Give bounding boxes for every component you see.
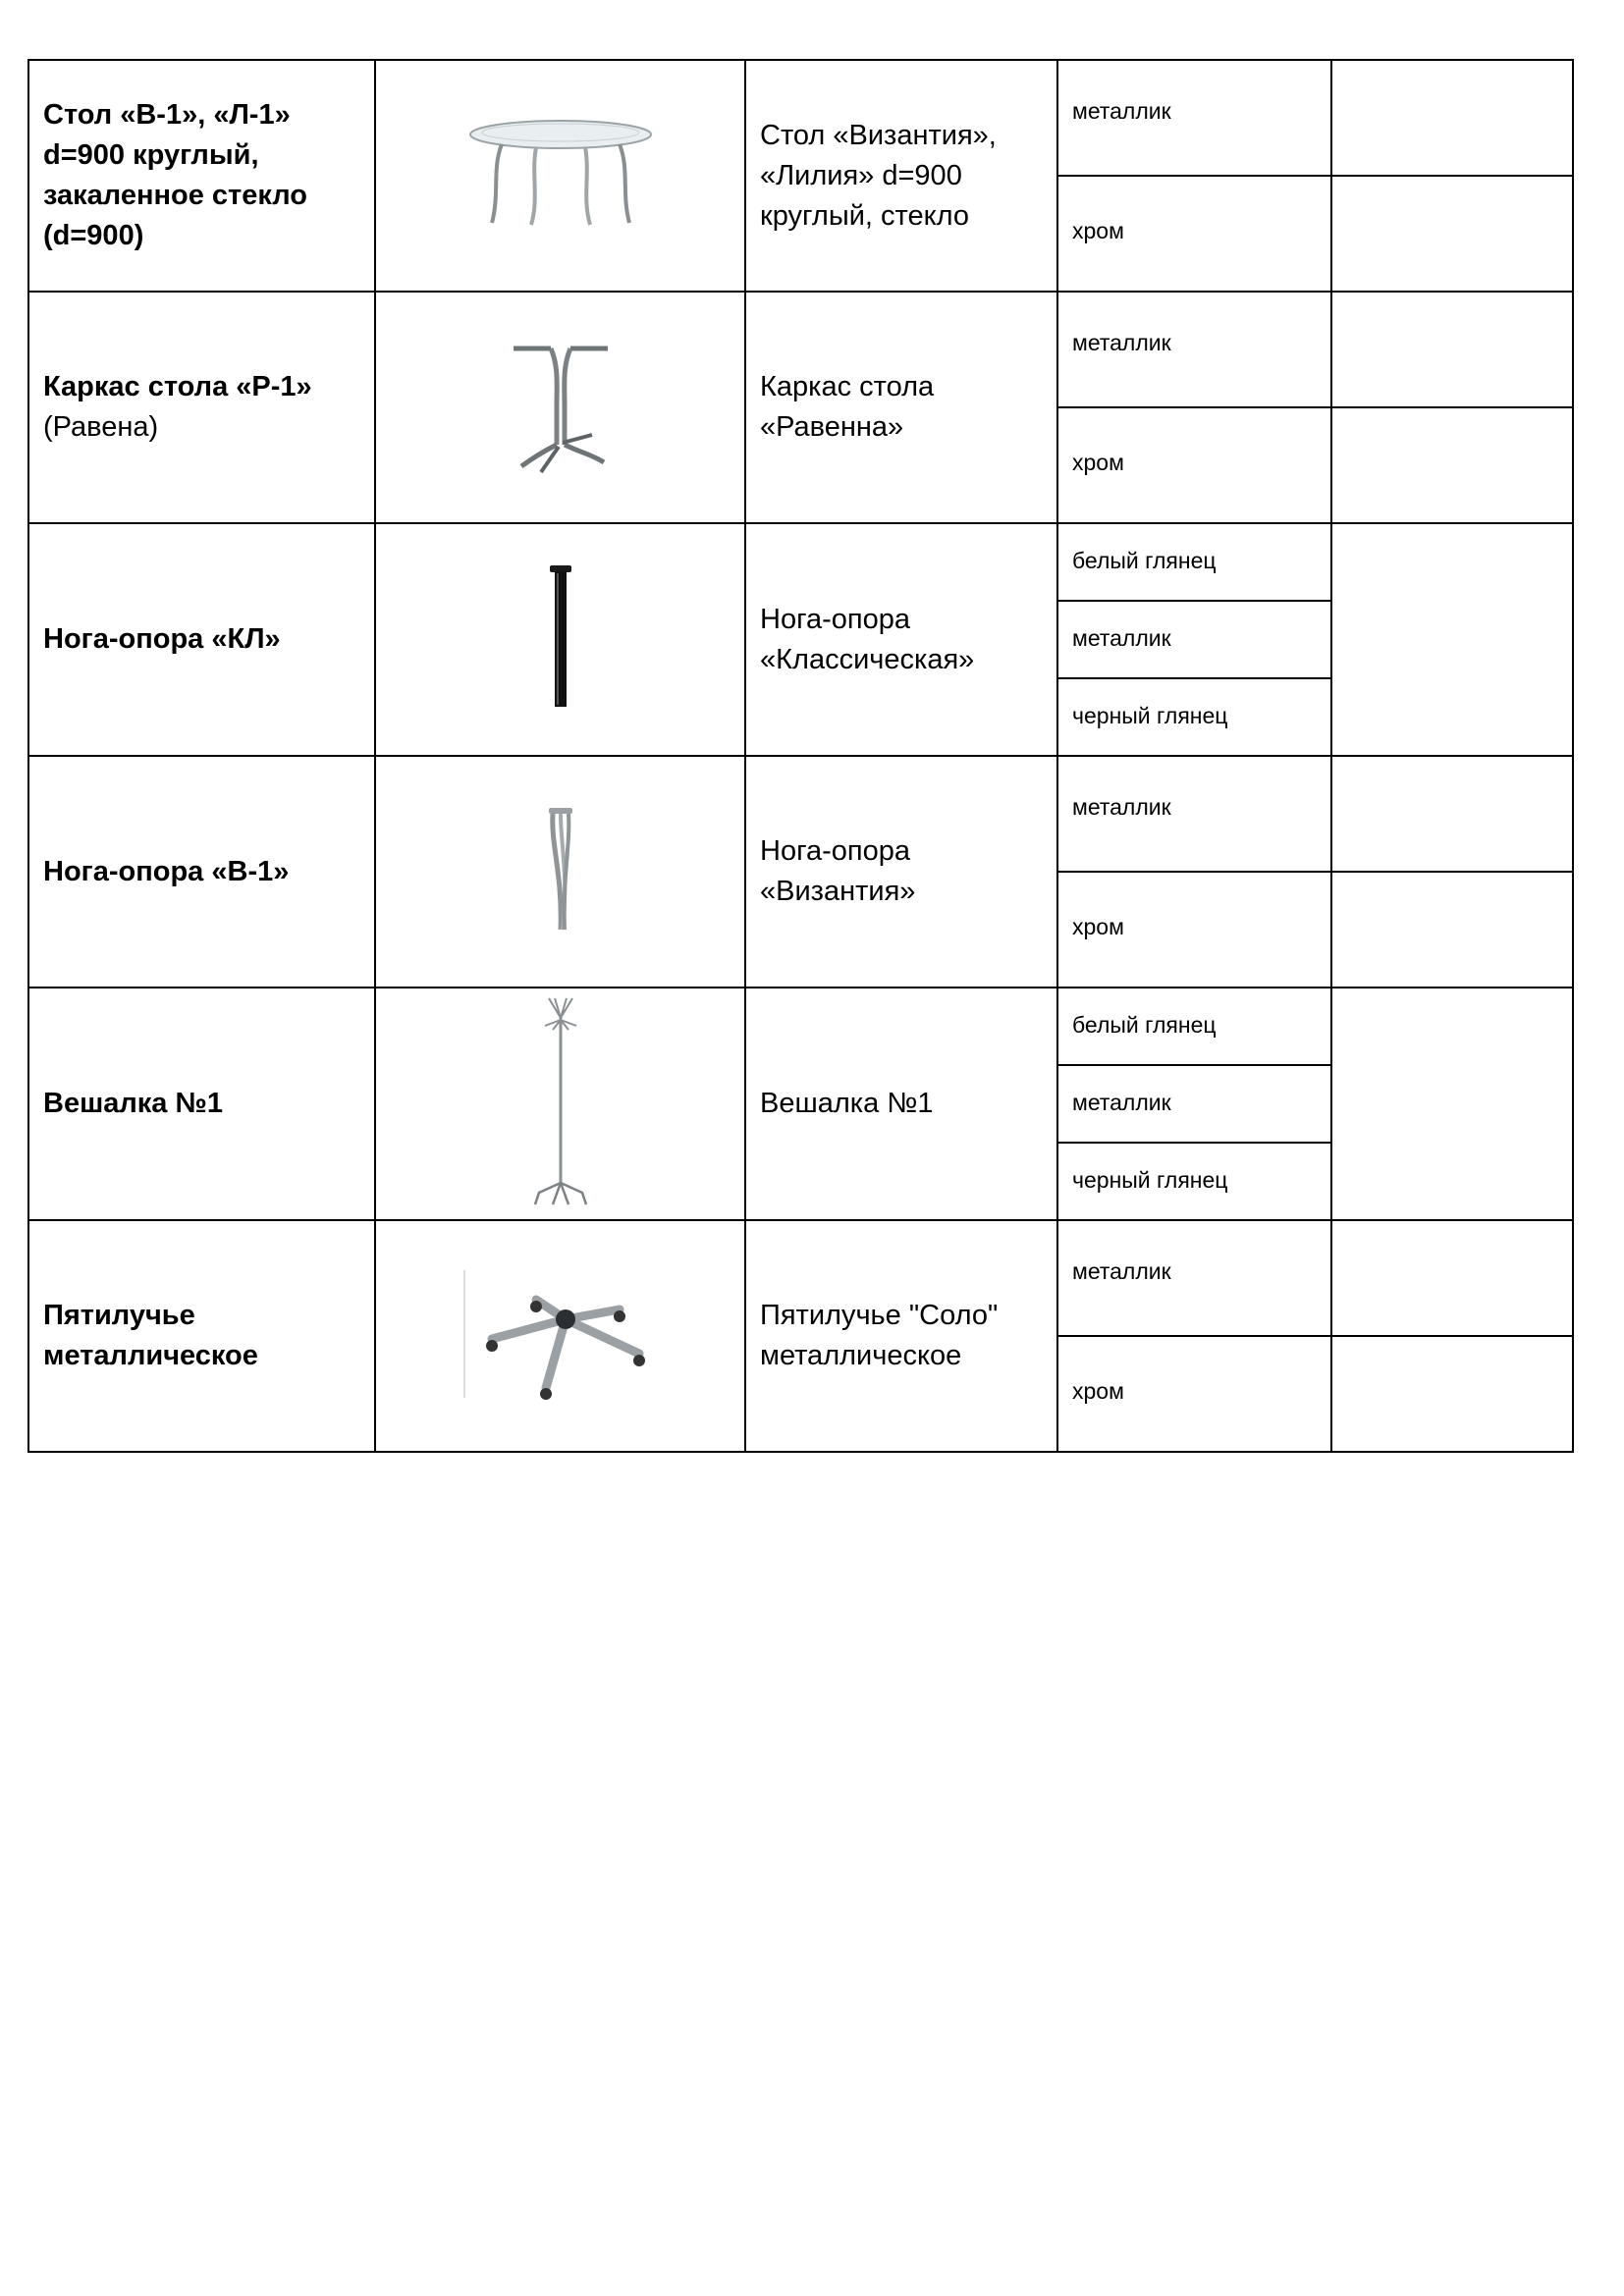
finish-cell (1057, 872, 1331, 988)
empty-cell (1331, 60, 1573, 176)
product-name-cell (28, 523, 375, 756)
empty-cell (1331, 872, 1573, 988)
table-row (28, 1220, 1573, 1336)
finish-label: черный глянец (1072, 703, 1228, 728)
table-row (28, 988, 1573, 1065)
empty-cell (1331, 1336, 1573, 1452)
product-image-cell (375, 292, 745, 523)
coat-stand-icon (531, 996, 590, 1207)
product-image-cell (375, 523, 745, 756)
finish-label: черный глянец (1072, 1167, 1228, 1193)
product-description: Стол «Византия», «Лилия» d=900 круглый, стекло (760, 119, 997, 232)
table-row (28, 292, 1573, 407)
table-row (28, 60, 1573, 176)
product-description: Нога-опора «Византия» (760, 835, 916, 907)
five-star-base-icon (462, 1265, 659, 1403)
product-description-cell (745, 988, 1057, 1220)
table-row (28, 523, 1573, 601)
product-image-cell (375, 1220, 745, 1452)
product-name-cell (28, 1220, 375, 1452)
product-description: Каркас стола «Равенна» (760, 371, 935, 443)
empty-cell (1331, 756, 1573, 872)
finish-cell (1057, 407, 1331, 523)
finish-cell (1057, 1143, 1331, 1220)
finish-label: белый глянец (1072, 1012, 1217, 1038)
empty-cell (1331, 176, 1573, 292)
finish-cell (1057, 176, 1331, 292)
finish-label: металлик (1072, 1090, 1171, 1115)
product-image-cell (375, 988, 745, 1220)
finish-label: хром (1072, 914, 1124, 939)
product-name-cell (28, 988, 375, 1220)
product-name: Пятилучье металлическое (43, 1300, 258, 1371)
finish-label: металлик (1072, 330, 1171, 355)
product-name: Вешалка №1 (43, 1088, 223, 1119)
empty-cell (1331, 407, 1573, 523)
empty-cell (1331, 523, 1573, 756)
product-name: Нога-опора «В-1» (43, 855, 290, 887)
straight-leg-icon (541, 563, 580, 711)
product-description-cell (745, 292, 1057, 523)
product-image-cell (375, 756, 745, 988)
curved-leg-icon (541, 806, 580, 934)
product-description-cell (745, 1220, 1057, 1452)
product-description-cell (745, 60, 1057, 292)
product-name: Нога-опора «КЛ» (43, 623, 281, 655)
empty-cell (1331, 1220, 1573, 1336)
finish-cell (1057, 60, 1331, 176)
product-description: Вешалка №1 (760, 1088, 934, 1119)
product-name-cell (28, 756, 375, 988)
product-table (27, 59, 1574, 1453)
product-name-note: (Равена) (43, 411, 159, 443)
finish-label: белый глянец (1072, 548, 1217, 573)
table-row (28, 756, 1573, 872)
finish-label: металлик (1072, 794, 1171, 820)
finish-cell (1057, 988, 1331, 1065)
finish-cell (1057, 756, 1331, 872)
product-description-cell (745, 523, 1057, 756)
product-description: Нога-опора «Классическая» (760, 603, 975, 675)
finish-cell (1057, 678, 1331, 756)
finish-cell (1057, 1336, 1331, 1452)
product-image-cell (375, 60, 745, 292)
empty-cell (1331, 292, 1573, 407)
finish-label: металлик (1072, 625, 1171, 651)
product-name-cell (28, 60, 375, 292)
finish-label: металлик (1072, 98, 1171, 124)
finish-label: хром (1072, 450, 1124, 475)
product-name: Каркас стола «Р-1» (43, 371, 312, 402)
product-description-cell (745, 756, 1057, 988)
finish-label: хром (1072, 218, 1124, 243)
table-frame-icon (502, 337, 620, 474)
finish-cell (1057, 1065, 1331, 1143)
finish-cell (1057, 1220, 1331, 1336)
product-description: Пятилучье "Соло" металлическое (760, 1300, 999, 1371)
finish-cell (1057, 523, 1331, 601)
finish-cell (1057, 601, 1331, 678)
finish-label: хром (1072, 1378, 1124, 1404)
empty-cell (1331, 988, 1573, 1220)
product-name: Стол «В-1», «Л-1» d=900 круглый, закаленное стекло (d=900) (43, 99, 307, 251)
finish-label: металлик (1072, 1258, 1171, 1284)
product-name-cell (28, 292, 375, 523)
finish-cell (1057, 292, 1331, 407)
round-glass-table-icon (462, 115, 659, 233)
